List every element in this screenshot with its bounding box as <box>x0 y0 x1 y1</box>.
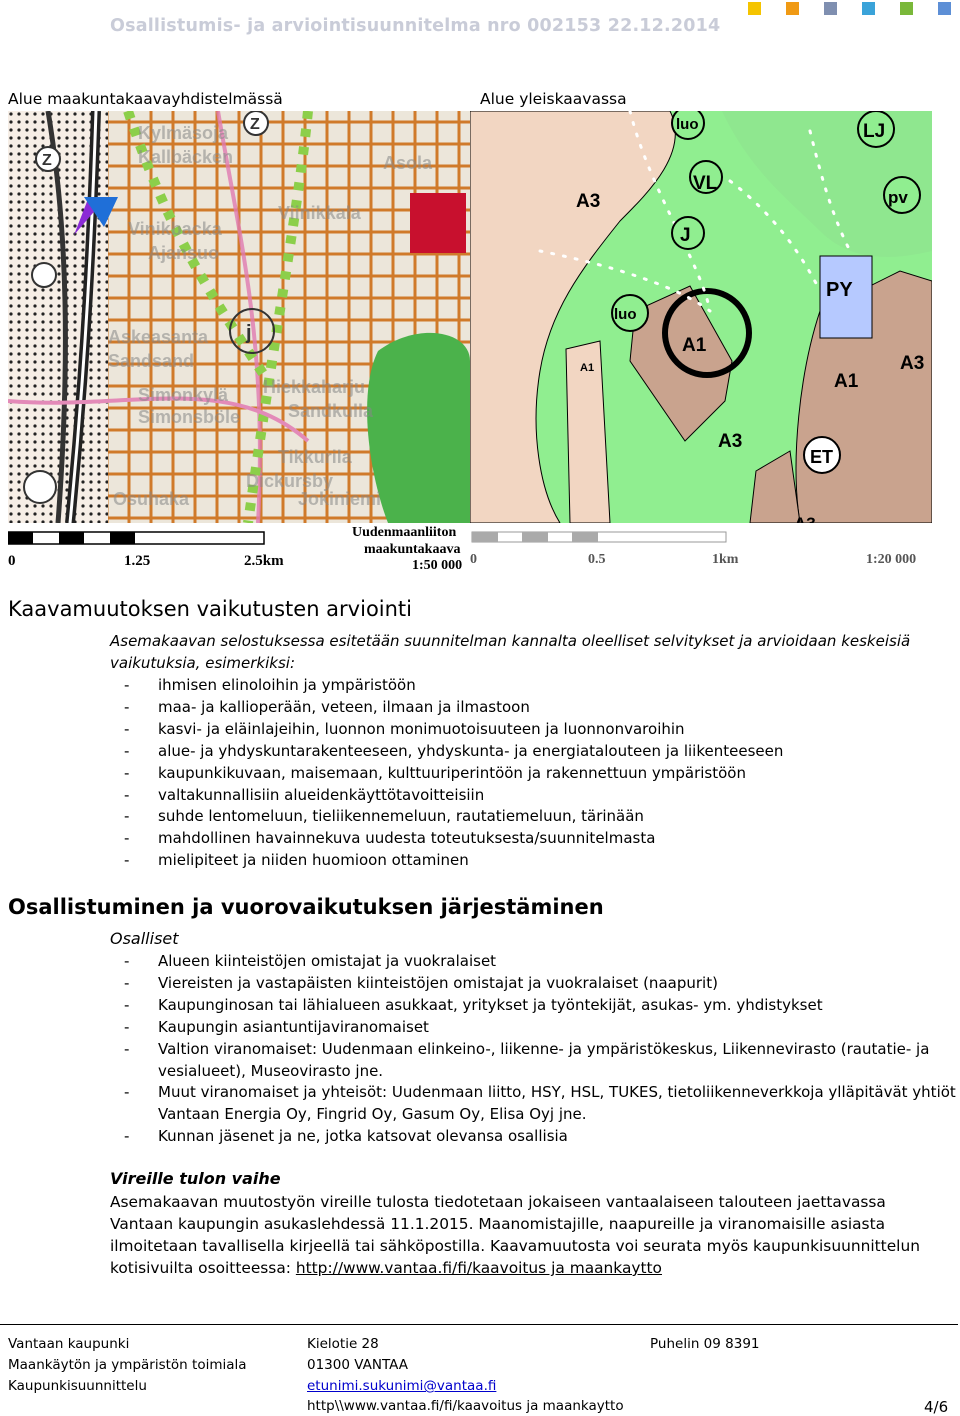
header-color-squares <box>748 0 958 18</box>
impact-intro: Asemakaavan selostuksessa esitetään suunnitelman kannalta oleelliset selvitykset ja arvioidaan keskeisiä vaikutuksia, esimerkiksi: <box>110 632 911 672</box>
map-label-lj: LJ <box>863 121 886 142</box>
scale-tick: 0 <box>470 552 477 567</box>
right-scale-bar <box>472 532 726 542</box>
list-item: - Viereisten ja vastapäisten kiinteistöjen omistajat ja vuokralaiset (naapurit) <box>124 973 718 992</box>
color-square <box>824 2 837 15</box>
left-map-plan-type: maakuntakaava <box>364 542 461 557</box>
map-label-a3: A3 <box>718 431 743 452</box>
footer-email-link[interactable]: etunimi.sukunimi@vantaa.fi <box>307 1378 497 1394</box>
map-label-a3: A3 <box>900 353 925 374</box>
footer-phone: Puhelin 09 8391 <box>650 1336 760 1352</box>
list-item: - maa- ja kallioperään, veteen, ilmaan ja ilmastoon <box>124 697 530 716</box>
list-item: - alue- ja yhdyskuntarakenteeseen, yhdyskunta- ja energiatalouteen ja liikenteeseen <box>124 741 784 760</box>
participants-list <box>110 951 960 1148</box>
left-map-scale: 1:50 000 <box>412 558 463 573</box>
participants-subheading: Osalliset <box>110 929 179 948</box>
list-item: - Valtion viranomaiset: Uudenmaan elinkeino-, liikenne- ja ympäristökeskus, Liikennevirasto (rautatie- ja vesialueet), Museovirasto jne. <box>124 1039 930 1080</box>
list-item: - Kaupunginosan tai lähialueen asukkaat, yritykset ja työntekijät, asukas- ym. yhdistykset <box>124 995 823 1014</box>
initiation-subheading: Vireille tulon vaihe <box>110 1169 281 1188</box>
scale-tick: 1km <box>712 552 739 567</box>
color-square <box>748 2 761 15</box>
color-square <box>900 2 913 15</box>
place-name: Simonkylä <box>138 385 229 405</box>
footer-org: Vantaan kaupunki <box>8 1336 130 1352</box>
list-item: - mielipiteet ja niiden huomioon ottaminen <box>124 851 469 870</box>
footer-postal: 01300 VANTAA <box>307 1357 408 1373</box>
list-item: - Kunnan jäsenet ja ne, jotka katsovat olevansa osallisia <box>124 1127 568 1146</box>
planning-website-link[interactable]: http://www.vantaa.fi/fi/kaavoitus ja maankaytto <box>295 1259 662 1277</box>
place-name: Askeasanta <box>108 327 209 347</box>
footer-unit: Kaupunkisuunnittelu <box>8 1378 147 1394</box>
left-map-caption: Alue maakuntakaavayhdistelmässä <box>8 90 283 108</box>
map-label-vl: VL <box>693 173 718 194</box>
footer-street: Kielotie 28 <box>307 1336 379 1352</box>
map-label-et: ET <box>810 447 834 467</box>
impact-heading: Kaavamuutoksen vaikutusten arviointi <box>8 597 413 621</box>
scale-tick: 2.5km <box>244 553 284 569</box>
left-map-label: Z <box>42 152 52 169</box>
list-item: - kasvi- ja eläinlajeihin, luonnon monimuotoisuuteen ja luonnonvaroihin <box>124 719 685 738</box>
list-item: - valtakunnallisiin alueidenkäyttötavoitteisiin <box>124 785 485 804</box>
color-square <box>938 2 951 15</box>
list-item: - ihmisen elinoloihin ja ympäristöön <box>124 676 416 694</box>
map-label-py: PY <box>826 279 853 301</box>
map-label-a1: A1 <box>834 371 859 392</box>
regional-plan-map <box>8 111 470 573</box>
place-name: Jokiniemi <box>298 489 382 509</box>
map-label-j: J <box>680 225 691 246</box>
map-label-a3: A3 <box>576 191 601 212</box>
place-name: Hiekkaharju <box>263 377 366 397</box>
place-name: Tikkurila <box>278 447 352 467</box>
map-label-luo: luo <box>676 116 699 133</box>
left-map-label: j <box>246 322 252 344</box>
document-header-title: Osallistumis- ja arviointisuunnitelma nro 002153 22.12.2014 <box>110 16 721 36</box>
place-name: Sandsand <box>108 351 195 371</box>
scale-tick: 0 <box>8 553 16 569</box>
impact-list <box>110 675 950 872</box>
footer-url: http\\www.vantaa.fi/fi/kaavoitus ja maankaytto <box>307 1398 624 1414</box>
list-item: - Alueen kiinteistöjen omistajat ja vuokralaiset <box>124 952 497 970</box>
place-name: Ajansuo <box>148 243 220 263</box>
list-item: - mahdollinen havainnekuva uudesta toteutuksesta/suunnitelmasta <box>124 829 656 848</box>
place-name: Sandkulla <box>288 401 374 421</box>
left-map-publisher: Uudenmaanliiton <box>352 525 457 540</box>
place-name: Kallbäcken <box>138 147 234 167</box>
place-name: Osuhaka <box>113 489 190 509</box>
color-square <box>862 2 875 15</box>
list-item: - Muut viranomaiset ja yhteisöt: Uudenmaan liitto, HSY, HSL, TUKES, tietoliikenneverkkoja ylläpitävät yhtiöt Vantaan Energia Oy, Fingrid Oy, Gasum Oy, Elisa Oyj jne. <box>124 1083 956 1124</box>
place-name: Dickursby <box>246 471 334 491</box>
place-name: Viinikkala <box>278 203 361 223</box>
scale-tick: 1.25 <box>124 553 151 569</box>
map-label-a1: A1 <box>580 362 595 374</box>
footer-division: Maankäytön ja ympäristön toimiala <box>8 1357 247 1373</box>
page-number: 4/6 <box>924 1398 949 1416</box>
place-name: Simonsböle <box>138 407 241 427</box>
list-item: - suhde lentomeluun, tieliikennemeluun, rautatiemeluun, tärinään <box>124 807 644 826</box>
left-map-label: Z <box>250 116 260 133</box>
footer-divider <box>0 1324 958 1325</box>
map-label-pv: pv <box>888 188 908 207</box>
right-map-scale: 1:20 000 <box>866 552 917 567</box>
master-plan-map <box>470 111 932 573</box>
initiation-text: Asemakaavan muutostyön vireille tulosta tiedotetaan jokaiseen vantaalaiseen talouteen jaettavassa Vantaan kaupungin asukaslehdessä 11.1.2015. Maanomistajille, naapureille ja viranomaisille asiasta ilmoitetaan tavallisella kirjeellä tai sähköpostilla. Kaavamuutosta voi seurata myös kaupunkisuunnittelun kotisivuilta osoitteessa: <box>110 1193 920 1277</box>
place-name: Kylmäsoja <box>138 123 229 143</box>
map-label-luo: luo <box>614 306 637 323</box>
list-item: - kaupunkikuvaan, maisemaan, kulttuuriperintöön ja rakennettuun ympäristöön <box>124 763 746 782</box>
left-scale-bar <box>8 532 264 544</box>
scale-tick: 0.5 <box>588 552 606 567</box>
list-item: - Kaupungin asiantuntijaviranomaiset <box>124 1017 429 1036</box>
participation-heading: Osallistuminen ja vuorovaikutuksen järjestäminen <box>8 895 604 919</box>
place-name: Asola <box>383 153 433 173</box>
place-name: Vinikbacka <box>128 219 222 239</box>
initiation-paragraph <box>110 1191 950 1279</box>
color-square <box>786 2 799 15</box>
map-label-a1: A1 <box>682 335 707 356</box>
right-map-caption: Alue yleiskaavassa <box>480 90 627 108</box>
